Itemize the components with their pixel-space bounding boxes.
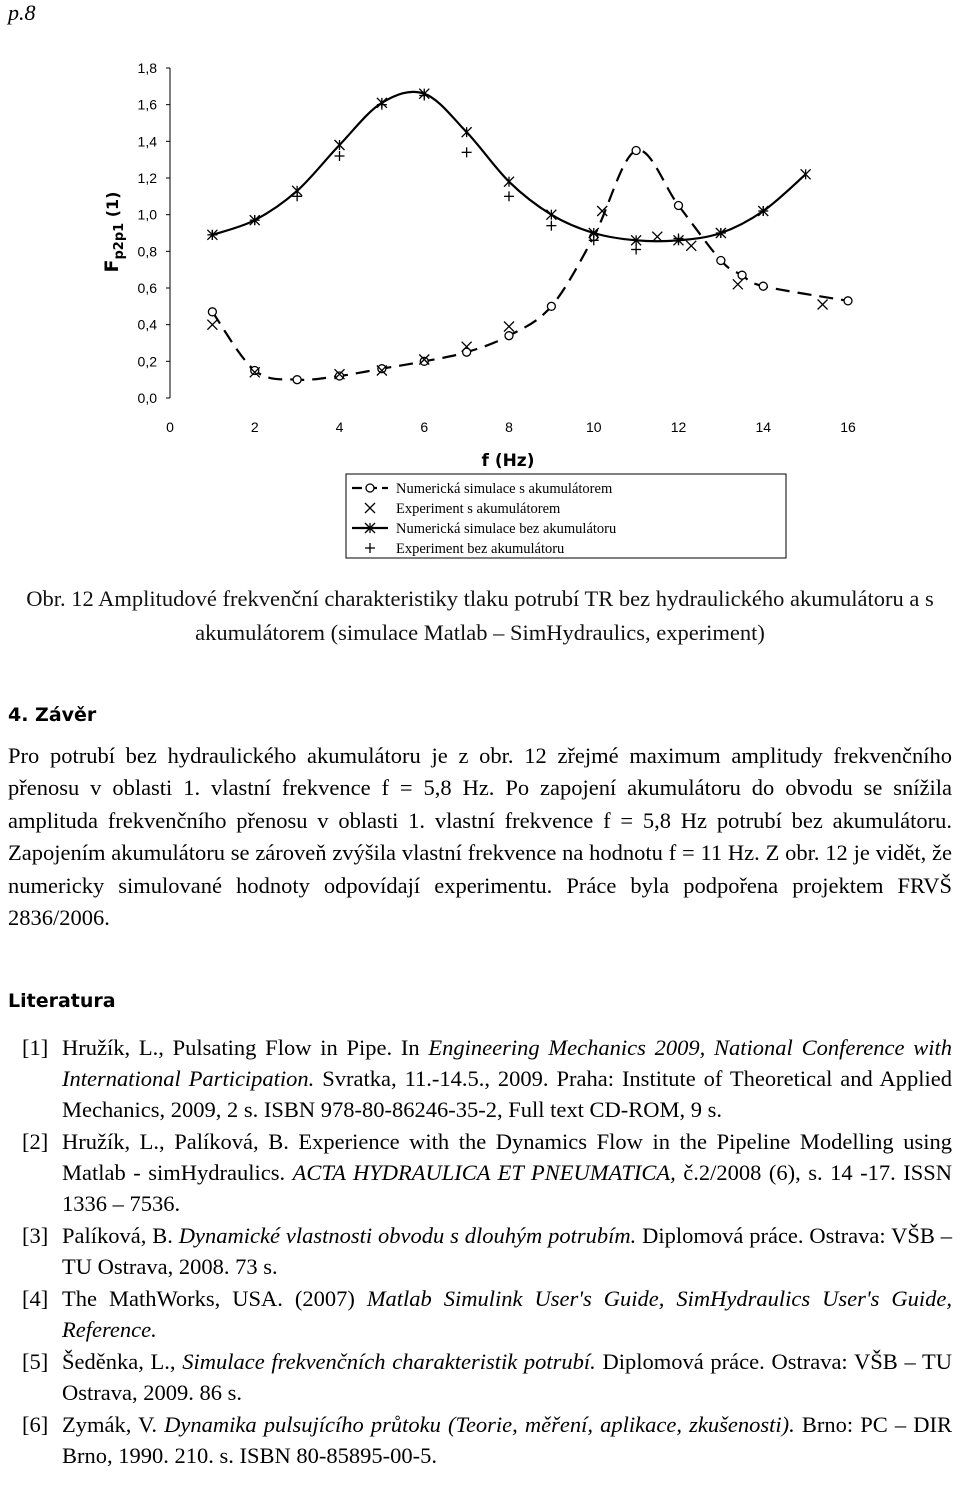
legend-label: Experiment bez akumulátoru [396, 541, 565, 557]
reference-part: Šeděnka, L., [62, 1349, 183, 1374]
legend-label: Numerická simulace bez akumulátoru [396, 521, 617, 537]
reference-part: Hružík, L., Palíková, B. Experience with the Dynamics Flow in the Pipeline Modelling using Matlab - simHydraulics. [62, 1129, 952, 1185]
data-point-circle [293, 376, 301, 384]
reference-number: [2] [22, 1129, 49, 1154]
section-heading: 4. Závěr [8, 704, 97, 726]
reference-number: [1] [22, 1035, 49, 1060]
reference-item [8, 1346, 952, 1408]
x-tick-label: 16 [840, 419, 856, 435]
data-point-circle [366, 484, 374, 492]
reference-number: [5] [22, 1349, 49, 1374]
data-point-circle [420, 357, 428, 365]
data-point-circle [547, 302, 555, 310]
series-4 [207, 91, 768, 255]
y-axis-label-unit: (1) [103, 191, 122, 223]
data-point-star [335, 140, 345, 150]
data-point-circle [717, 257, 725, 265]
reference-part: Brno: PC – DIR Brno, 1990. 210. s. ISBN 80-85895-00-5. [62, 1412, 952, 1468]
y-tick-label: 0,8 [137, 243, 157, 260]
data-point-plus [674, 234, 684, 244]
y-tick-label: 1,2 [137, 170, 157, 186]
reference-italic-part: Simulace frekvenčních charakteristik potrubí. [182, 1349, 596, 1374]
reference-italic-part: Engineering Mechanics 2009, National Conference with International Participation. [62, 1035, 952, 1091]
legend-label: Experiment s akumulátorem [396, 501, 561, 517]
y-axis-label-main: F [101, 259, 123, 273]
reference-text [62, 1409, 952, 1471]
data-point-circle [208, 308, 216, 316]
reference-text [62, 1126, 952, 1219]
reference-text [62, 1032, 952, 1125]
reference-number: [4] [22, 1286, 49, 1311]
series-3 [207, 89, 810, 246]
y-tick-label: 0,6 [137, 280, 157, 296]
reference-item [8, 1126, 952, 1219]
data-point-circle [738, 271, 746, 279]
data-point-x [818, 300, 828, 310]
data-point-x [504, 322, 514, 332]
reference-part: Zymák, V. [62, 1412, 165, 1437]
reference-item [8, 1283, 952, 1345]
reference-number: [3] [22, 1223, 49, 1248]
y-tick-label: 1,8 [137, 60, 157, 76]
page-number: p.8 [8, 0, 36, 25]
reference-part: Palíková, B. [62, 1223, 179, 1248]
reference-part: č.2/2008 (6), s. 14 -17. ISSN 1336 – 7536. [62, 1160, 952, 1216]
reference-italic-part: Dynamika pulsujícího průtoku (Teorie, měření, aplikace, zkušenosti). [164, 1412, 795, 1437]
x-axis-label: f (Hz) [481, 451, 535, 471]
reference-part: Hružík, L., Pulsating Flow in Pipe. In [62, 1035, 429, 1060]
x-tick-label: 14 [755, 419, 772, 435]
legend-label: Numerická simulace s akumulátorem [396, 481, 613, 497]
figure-caption: Obr. 12 Amplitudové frekvenční charakteristiky tlaku potrubí TR bez hydraulického akumulátoru a s akumulátorem (simulace Matlab – SimHydraulics, experiment) [26, 586, 934, 645]
y-tick-label: 0,0 [137, 390, 157, 406]
y-tick-label: 1,4 [137, 133, 157, 150]
y-tick-labels [138, 60, 170, 406]
data-point-plus [335, 151, 345, 161]
y-tick-label: 1,0 [137, 206, 157, 223]
x-tick-labels [166, 419, 856, 435]
reference-part: Svratka, 11.-14.5., 2009. Praha: Institute of Theoretical and Applied Mechanics, 2009, 2 s. ISBN 978-80-86246-35-2, Full text CD-ROM, 9 s. [62, 1066, 952, 1122]
series-2 [207, 206, 827, 379]
y-tick-label: 0,4 [137, 316, 157, 333]
reference-item [8, 1032, 952, 1125]
reference-item [8, 1220, 952, 1282]
x-tick-label: 4 [335, 419, 344, 435]
reference-text [62, 1346, 952, 1408]
y-axis-label-sub: p2p1 [112, 222, 127, 260]
x-tick-label: 8 [505, 419, 513, 435]
data-point-plus [546, 221, 556, 231]
data-point-star [504, 177, 514, 187]
reference-italic-part: Dynamické vlastnosti obvodu s dlouhým potrubím. [178, 1223, 637, 1248]
reference-text [62, 1220, 952, 1282]
data-point-star [801, 169, 811, 179]
legend [346, 474, 786, 558]
y-axis-label [101, 191, 127, 272]
reference-number: [6] [22, 1412, 49, 1437]
data-point-plus [462, 147, 472, 157]
data-point-x [686, 241, 696, 251]
data-point-plus [504, 191, 514, 201]
data-point-star [546, 210, 556, 220]
data-point-star [462, 127, 472, 137]
reference-italic-part: ACTA HYDRAULICA ET PNEUMATICA, [292, 1160, 676, 1185]
data-point-x [733, 279, 743, 289]
data-point-circle [336, 372, 344, 380]
y-tick-label: 0,2 [137, 353, 157, 370]
reference-part: Diplomová práce. Ostrava: VŠB – TU Ostrava, 2009. 86 s. [62, 1349, 952, 1405]
data-point-circle [844, 297, 852, 305]
reference-italic-part: Matlab Simulink User's Guide, SimHydraulics User's Guide, Reference. [62, 1286, 952, 1342]
references-list [8, 1032, 952, 1472]
x-tick-label: 2 [250, 419, 259, 435]
data-point-x [207, 320, 217, 330]
data-point-circle [378, 365, 386, 373]
data-point-circle [505, 332, 513, 340]
data-point-plus [631, 245, 641, 255]
data-point-circle [632, 147, 640, 155]
conclusion-paragraph: Pro potrubí bez hydraulického akumulátoru je z obr. 12 zřejmé maximum amplitudy frekvenčního přenosu v oblasti 1. vlastní frekvence f = 5,8 Hz. Po zapojení akumulátoru do obvodu se snížila amplituda frekvenčního přenosu v oblasti 1. vlastní frekvence f = 5,8 Hz potrubí bez akumulátoru. Zapojením akumulátoru se zároveň zvýšila vlastní frekvence na hodnotu f = 11 Hz. Z obr. 12 je vidět, že numericky simulované hodnoty odpovídají experimentu. Práce byla podpořena projektem FRVŠ 2836/2006. [8, 743, 952, 931]
series-line [212, 150, 848, 380]
data-point-circle [251, 367, 259, 375]
data-point-circle [675, 202, 683, 210]
x-tick-label: 12 [670, 419, 687, 435]
series-line [212, 92, 805, 241]
y-tick-label: 1,6 [137, 96, 157, 113]
reference-item [8, 1409, 952, 1471]
x-tick-label: 6 [420, 419, 429, 435]
reference-part: The MathWorks, USA. (2007) [62, 1286, 367, 1311]
frequency-response-chart [0, 0, 960, 570]
references-heading: Literatura [8, 990, 116, 1012]
reference-part: Diplomová práce. Ostrava: VŠB – TU Ostrava, 2008. 73 s. [62, 1223, 953, 1279]
reference-text [62, 1283, 952, 1345]
x-tick-label: 10 [585, 419, 602, 435]
plot-area [207, 89, 852, 384]
x-tick-label: 0 [166, 419, 174, 435]
data-point-circle [759, 282, 767, 290]
